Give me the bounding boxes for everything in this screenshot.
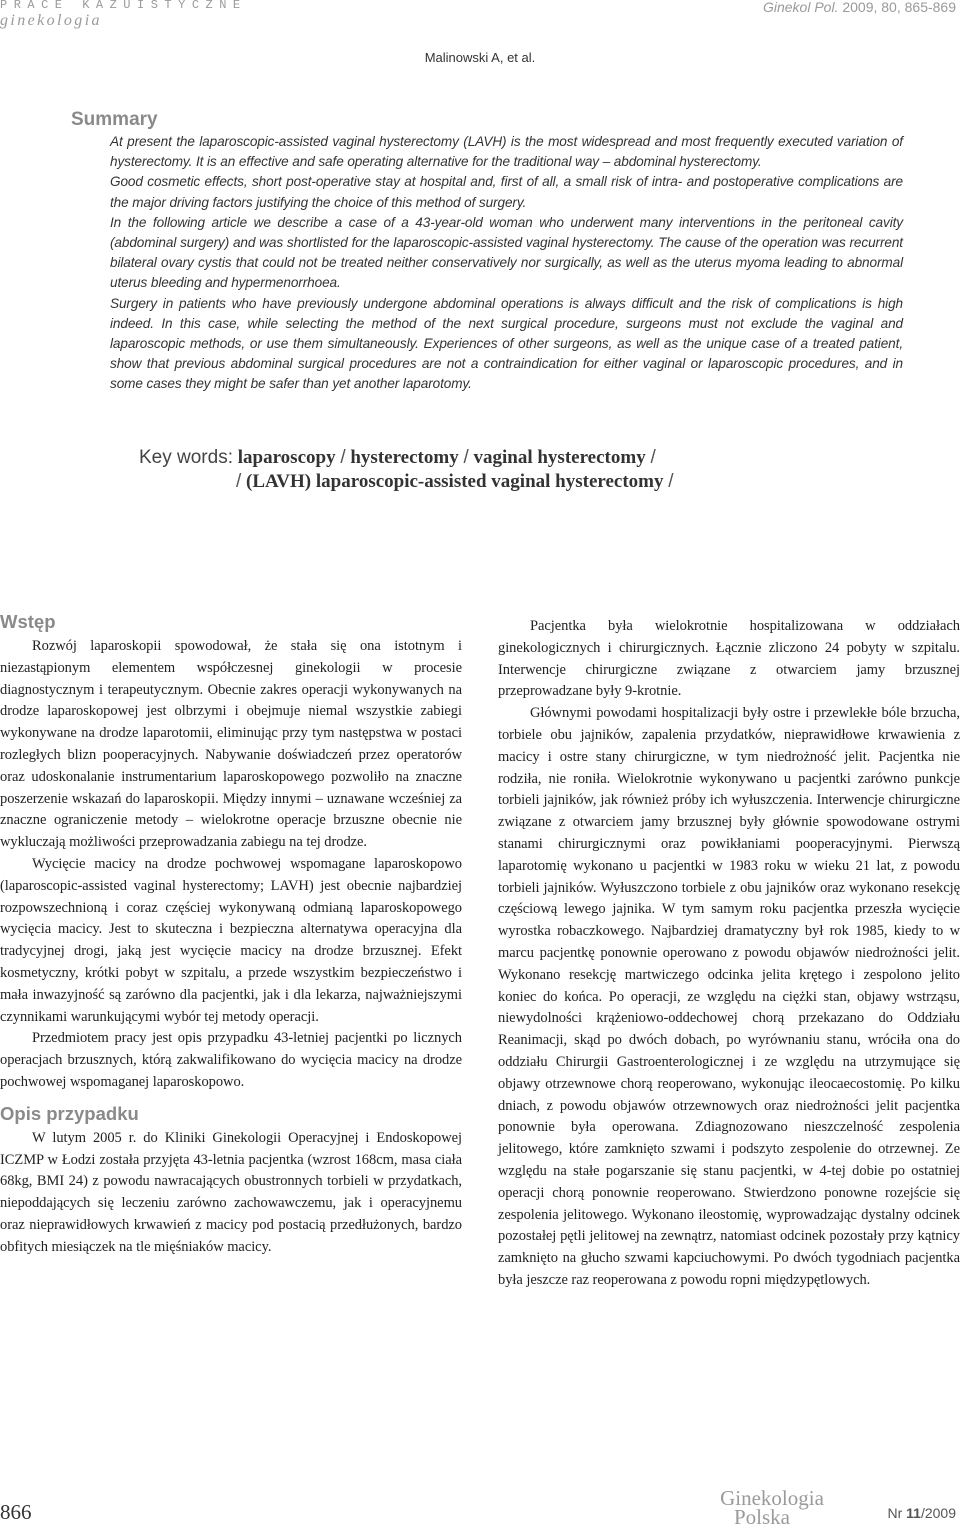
- summary-paragraph: Good cosmetic effects, short post-operative stay at hospital and, first of all, a small risk of intra- and postoperative complications are the major driving factors justifying the choice of this method of surgery.: [110, 174, 903, 210]
- summary-heading: Summary: [71, 109, 158, 130]
- keywords: [139, 446, 839, 494]
- citation-details: 2009, 80, 865-869: [842, 0, 956, 15]
- citation-journal: Ginekol Pol.: [762, 0, 839, 15]
- intro-paragraph: Wycięcie macicy na drodze pochwowej wspomagane laparoskopowo (laparoscopic-assisted vaginal hysterectomy; LAVH) jest obecnie najbardziej rozpowszechnioną i coraz częściej wykonywaną odmianą laparoskopowego wycięcia macicy. Jest to skuteczna i bezpieczna alternatywa operacyjna dla tradycyjnej drogi, jaką jest wycięcie macicy na drodze brzusznej. Efekt kosmetyczny, krótki pobyt w szpitalu, a przede wszystkim bezpieczeństwo i mała inwazyjność są zarówno dla pacjentki, jak i dla lekarza, najważniejszymi czynnikami warunkującymi wybór tej metody operacji.: [0, 855, 462, 1025]
- intro-paragraph: Przedmiotem pracy jest opis przypadku 43-letniej pacjentki po licznych operacjach brzusznych, którą zakwalifikowano do wycięcia macicy na drodze pochwowej wspomaganej laparoskopowo.: [0, 1030, 462, 1090]
- issue-number: [887, 1504, 956, 1522]
- journal-logo: [712, 1486, 832, 1529]
- summary-paragraph: In the following article we describe a case of a 43-year-old woman who underwent many interventions in the peritoneal cavity (abdominal surgery) and was shortlisted for the laparoscopic-assisted vaginal hysterectomy. The cause of the operation was recurrent bilateral ovary cystis that could not be treated neither conservatively nor surgically, as well as the uterus myoma leading to abnormal uterus bleeding and hypermenorrhoea.: [110, 214, 903, 291]
- page-number: 866: [0, 1500, 32, 1524]
- keyword-separator: /: [463, 447, 469, 468]
- keyword-term: (LAVH) laparoscopic-assisted vaginal hysterectomy: [246, 471, 664, 492]
- keyword-term: hysterectomy: [350, 447, 459, 468]
- issue-num: 11: [906, 1505, 921, 1521]
- summary-paragraph: Surgery in patients who have previously undergone abdominal operations is always difficult and the risk of complications is high indeed. In this case, while selecting the method of the next surgical procedure, surgeons must not exclude the vaginal and laparoscopic methods, or use them simultaneously. Experiences of other surgeons, as well as the unique case of a treated patient, show that previous abdominal surgical procedures are not a contraindication for either vaginal or laparoscopic procedures, and in some cases they might be safer than yet another laparotomy.: [110, 295, 903, 392]
- keyword-separator: /: [668, 471, 674, 492]
- keywords-label: Key words:: [139, 447, 233, 468]
- citation: [763, 0, 956, 16]
- logo-line1: Ginekologia: [720, 1486, 824, 1510]
- keyword-term: vaginal hysterectomy: [473, 447, 646, 468]
- case-paragraph: Pacjentka była wielokrotnie hospitalizowana w oddziałach ginekologicznych i chirurgicznych. Łącznie zliczono 24 pobyty w szpitalu. Interwencje chirurgiczne związane z otwarciem jamy brzusznej przeprowadzane były 9-krotnie.: [498, 618, 960, 700]
- case-paragraph: Głównymi powodami hospitalizacji były ostre i przewlekłe bóle brzucha, torbiele obu jajników, zapalenia przydatków, nieprawidłowe krwawienia z macicy i ostre stany chirurgiczne, w tym niedrożność jelit. Pacjentka nie rodziła, nie roniła. Wielokrotnie wykonywano u pacjentki zarówno punkcje torbieli jajników, jak również próby ich wyłuszczenia. Interwencje chirurgiczne związane z otwarciem jamy brzusznej były głównie spowodowane ostrymi stanami chirurgicznymi oraz powikłaniami pooperacyjnymi. Pierwszą laparotomię wykonano u pacjentki w 1983 roku w wieku 21 lat, z powodu torbieli jajników. Wyłuszczono torbiele z obu jajników oraz wykonano resekcję częściową lewego jajnika. W tym samym roku pacjentka przeszła wycięcie wyrostka robaczkowego. Najbardziej dramatyczny był rok 1985, kiedy to w marcu pacjentkę ponownie operowano z powodu objawów niedrożności jelit. Wykonano resekcję martwiczego odcinka jelita krętego i zespolono jelito koniec do końca. Po operacji, ze względu na ciężki stan, objawy wstrząsu, niewydolności krążeniowo-oddechowej chorą przekazano do Oddziału Reanimacji, skąd po dwóch dobach, po wyrównaniu stanu, wróciła ona do oddziału Chirurgii Gastroenterologicznej i ze względu na utrzymujące się objawy otrzewnowe chorą reoperowano, wykonując ileocaecostomię. Po kilku dniach, z powodu objawów otrzewnowych oraz niedrożności jelit pacjentka ponownie była operowana. Zdiagnozowano nieszczelność zespolenia jelitowego, które zamknięto szwami i podszyto zespolenie do otrzewnej. Ze względu na stałe pogarszanie się stanu pacjentki, w 4-tej dobie po ostatniej operacji chorą ponownie reoperowano. Stwierdzono ponowne rozejście się zespolenia jelitowego. Wykonano ileostomię, wyprowadzając dystalny odcinek pozostałej pętli jelitowej na zewnątrz, natomiast odcinek pozostały przy kątnicy zamknięto na głucho szwami kapciuchowymi. Po dwóch tygodniach pacjentka była jeszcze raz reoperowana z powodu ropni międzypętlowych.: [498, 705, 960, 1288]
- running-header-left: [0, 0, 320, 30]
- logo-line2: Polska: [734, 1505, 791, 1529]
- keyword-separator: /: [236, 471, 242, 492]
- intro-heading: Wstęp: [0, 611, 56, 632]
- authors: Malinowski A, et al.: [424, 50, 536, 65]
- left-column: [0, 610, 462, 1259]
- keyword-term: laparoscopy: [237, 447, 336, 468]
- series-label: PRACE KAZUISTYCZNE: [0, 0, 247, 12]
- intro-paragraph: Rozwój laparoskopii spowodował, że stała się ona istotnym i niezastąpionym elementem współczesnej ginekologii w procesie diagnostycznym i terapeutycznym. Obecnie zakres operacji wykonywanych na drodze laparoskopowej jest olbrzymi i obejmuje niemal wszystkie zabiegi wykonywane na drodze laparotomii, eliminując przy tym następstwa w postaci rozległych blizn pooperacyjnych. Nabywanie doświadczeń przez operatorów oraz udoskonalanie instrumentarium laparoskopowego pozwoliło na znaczne poszerzenie wskazań do laparoskopii. Między innymi – uznawane wcześniej za znaczne ograniczenie metody – wielokrotne operacje brzuszne obecnie nie wykluczają możliwości przeprowadzania zabiegu na tej drodze.: [0, 638, 462, 851]
- case-paragraph: W lutym 2005 r. do Kliniki Ginekologii Operacyjnej i Endoskopowej ICZMP w Łodzi została przyjęta 43-letnia pacjentka (wzrost 168cm, masa ciała 68kg, BMI 24) z powodu nawracających obustronnych torbieli w przydatkach, niepoddających się leczeniu zarówno zachowawczemu, jak i operacyjnemu oraz nieprawidłowych krwawień z macicy pod postacią przedłużonych, bardzo obfitych miesiączek na tle mięśniaków macicy.: [0, 1129, 462, 1255]
- issue-prefix: Nr: [887, 1505, 903, 1521]
- issue-year: /2009: [920, 1505, 956, 1521]
- right-column: [498, 616, 960, 1292]
- case-heading: Opis przypadku: [0, 1102, 139, 1124]
- keyword-separator: /: [650, 447, 656, 468]
- summary-paragraph: At present the laparoscopic-assisted vaginal hysterectomy (LAVH) is the most widespread and most frequently executed variation of hysterectomy. It is an effective and safe operating alternative for the traditional way – abdominal hysterectomy.: [110, 134, 903, 170]
- keyword-separator: /: [340, 447, 346, 468]
- journal-label: ginekologia: [0, 12, 102, 29]
